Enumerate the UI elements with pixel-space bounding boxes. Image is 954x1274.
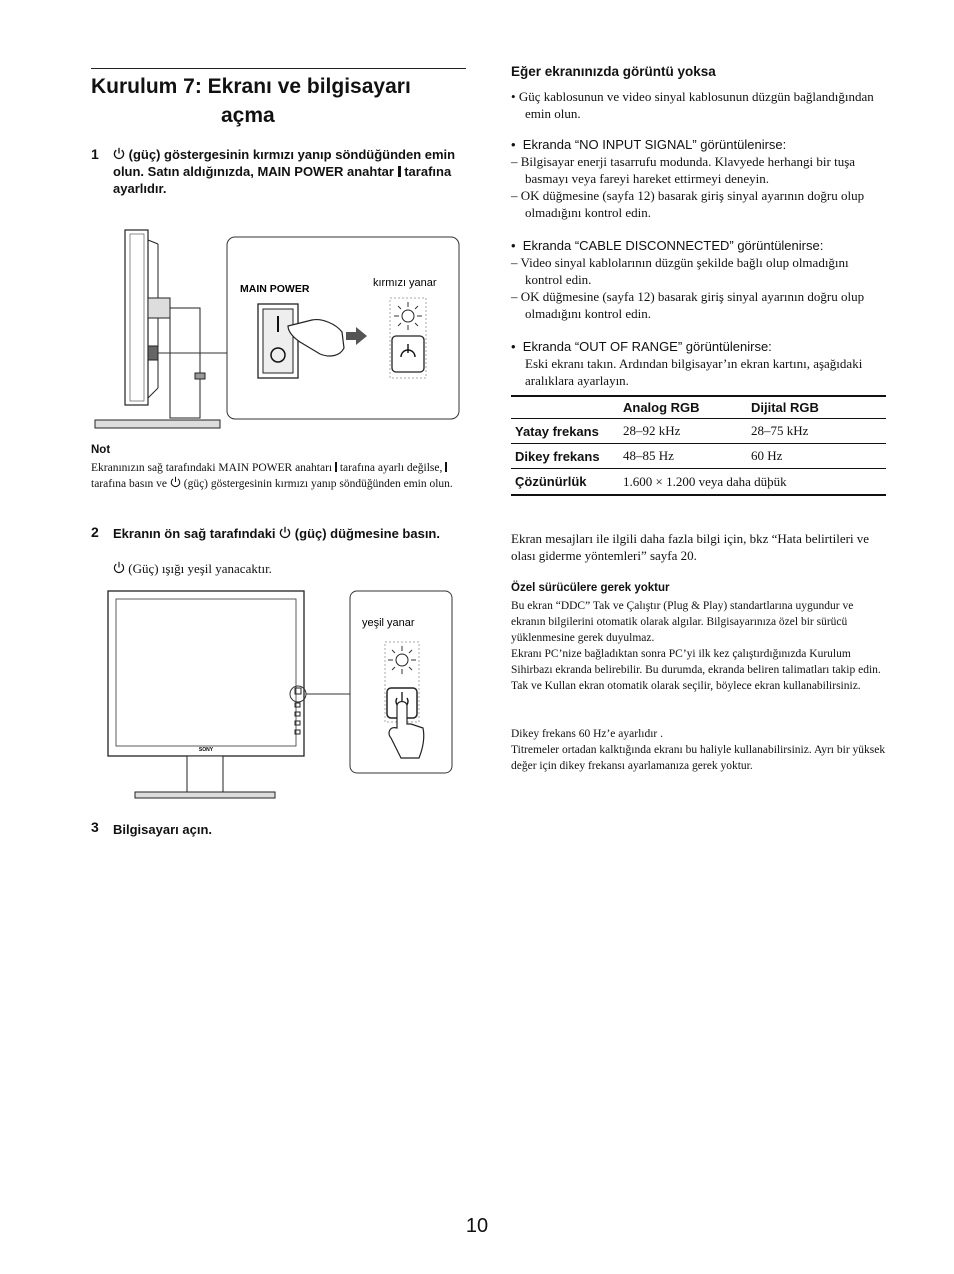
driver-text: Bu ekran “DDC” Tak ve Çalıştır (Plug & Play) standartlarına uygundur ve ekranın bilgilerini otomatik olarak algılar. Bilgisayarınıza özel bir sürücü yüklenmesine gerek duyulmaz. Ekranı PC’nize bağladıktan sonra PC’yi ilk kez çalıştırdığınızda Kurulum Sihirbazı ekranda belirebilir. Bu durumda, ekranda beliren talimatları takip edin. Tak ve Kullan ekran otomatik olarak seçilir, böylece ekran kullanabilirsiniz.: [511, 600, 881, 692]
vfreq-text: Dikey frekans 60 Hz’e ayarlıdır .: [511, 728, 663, 740]
title-rule: [91, 68, 466, 69]
bullet-power-cable: • Güç kablosunun ve video sinyal kablosunun düzgün bağlandığından emin olun.: [511, 89, 874, 121]
step-2-number: 2: [91, 524, 99, 540]
flicker-text: Titremeler ortadan kalktığında ekranı bu haliyle kullanabilirsiniz. Ayrı bir yüksek değer için dikey frekansı ayarlamanıza gerek yoktur.: [511, 744, 886, 772]
page-number: 10: [465, 1215, 489, 1237]
red-label: kırmızı yanar: [373, 277, 437, 289]
note-body: Ekranınızın sağ tarafındaki MAIN POWER anahtarı tarafına ayarlı değilse, tarafına basın ve (güç) göstergesinin kırmızı yanıp söndüğünden emin olun.: [91, 462, 453, 490]
power-icon: [170, 476, 181, 488]
power-icon: [113, 561, 125, 574]
step-3-text: Bilgisayarı açın.: [113, 822, 212, 837]
green-label: yeşil yanar: [362, 617, 415, 629]
list-item: – Bilgisayar enerji tasarrufu modunda. Klavyede herhangi bir tuşa basmayı veya fareyi hareket ettirmeyi deneyin.: [511, 154, 856, 186]
power-icon: [113, 147, 125, 160]
step-2-text: Ekranın ön sağ tarafındaki (güç) düğmesine basın.: [113, 526, 440, 541]
list-item: – Video sinyal kablolarının düzgün şekilde bağlı olup olmadığını kontrol edin.: [511, 255, 849, 287]
page-title: Kurulum 7: Ekranı ve bilgisayarı açma: [91, 75, 411, 127]
table-header-row: Analog RGB Dijital RGB: [511, 396, 886, 419]
table-row: Yatay frekans 28–92 kHz 28–75 kHz: [511, 419, 886, 444]
on-symbol-icon: [335, 462, 337, 472]
cable-section: • Ekranda “CABLE DISCONNECTED” görüntülenirse: – Video sinyal kablolarının düzgün şekilde bağlı olup olmadığını kontrol edin. – OK düğmesine (sayfa 12) basarak giriş sinyal ayarının doğru olup olmadığını kontrol edin.: [511, 237, 886, 322]
main-power-label: MAIN POWER: [240, 283, 310, 295]
range-section: • Ekranda “OUT OF RANGE” görüntülenirse: Eski ekranı takın. Ardından bilgisayar’ın ekran kartını, aşağıdaki aralıklara ayarlayın.: [511, 339, 863, 388]
monitor-side-view: [95, 230, 220, 428]
frequency-table: [511, 395, 886, 496]
main-power-switch-location: [148, 346, 158, 360]
no-input-section: • Ekranda “NO INPUT SIGNAL” görüntülenirse: – Bilgisayar enerji tasarrufu modunda. Klavyede herhangi bir tuşa basmayı veya fareyi hareket ettirmeyi deneyin. – OK düğmesine (sayfa 12) basarak giriş sinyal ayarının doğru olup olmadığını kontrol edin.: [511, 136, 886, 221]
list-item: – OK düğmesine (sayfa 12) basarak giriş sinyal ayarının doğru olup olmadığını kontrol edin.: [511, 188, 865, 220]
brand-logo: SONY: [198, 747, 214, 753]
driver-heading: Özel sürücülere gerek yoktur: [511, 582, 670, 594]
table-row: Çözünürlük 1.600 × 1.200 veya daha düþük: [511, 469, 886, 496]
step-1-number: 1: [91, 146, 99, 162]
power-icon: [279, 526, 291, 539]
step-1-text: (güç) göstergesinin kırmızı yanıp söndüğünden emin olun. Satın aldığınızda, MAIN POWER anahtar tarafına ayarlıdır.: [113, 147, 456, 196]
step-3-number: 3: [91, 819, 99, 835]
table-row: Dikey frekans 48–85 Hz 60 Hz: [511, 444, 886, 469]
figure-power-button: [105, 588, 455, 800]
on-symbol-icon: [445, 462, 447, 472]
no-image-heading: Eğer ekranınızda görüntü yoksa: [511, 64, 716, 79]
more-info-text: Ekran mesajları ile ilgili daha fazla bilgi için, bkz “Hata belirtileri ve olası giderme yöntemleri” sayfa 20.: [511, 531, 870, 563]
list-item: – OK düğmesine (sayfa 12) basarak giriş sinyal ayarının doğru olup olmadığını kontrol edin.: [511, 289, 865, 321]
monitor-front-view: [108, 591, 306, 798]
on-symbol-icon: [398, 166, 401, 177]
note-heading: Not: [91, 444, 111, 456]
figure-main-power: [90, 228, 462, 436]
step-2-sub: (Güç) ışığı yeşil yanacaktır.: [113, 560, 272, 577]
